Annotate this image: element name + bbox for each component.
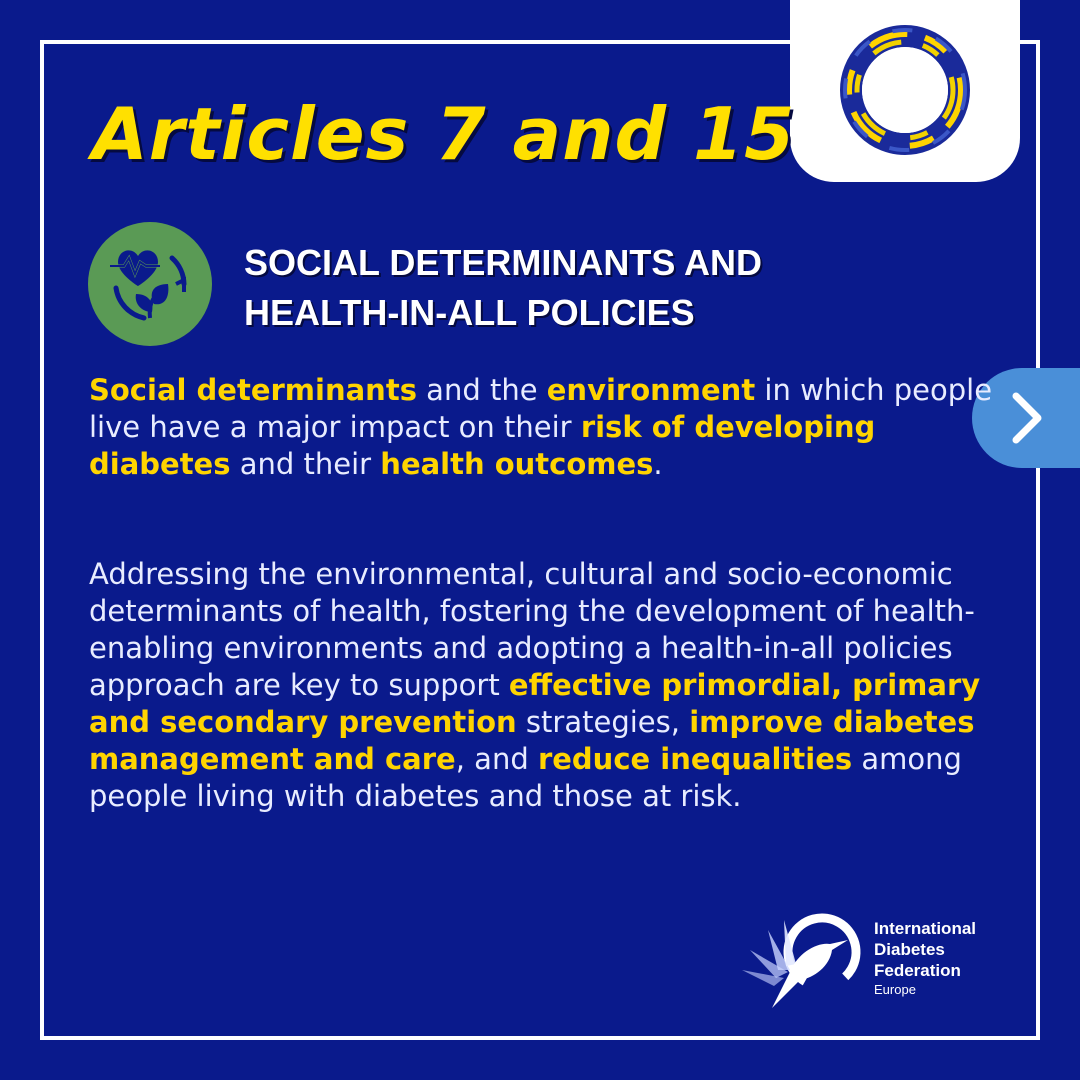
body-text: .: [653, 447, 663, 481]
highlight-text: improve diabetes management and care: [89, 705, 975, 776]
body-text: in which people live have a major impact on their: [89, 373, 993, 444]
heart-leaf-cycle-icon: [88, 222, 212, 346]
intro-paragraph: [89, 372, 994, 483]
eu-ring-logo-icon: [835, 20, 975, 160]
highlight-text: health outcomes: [380, 447, 654, 481]
eu-logo-tab: [790, 0, 1020, 182]
content-frame: [40, 40, 1040, 1040]
idf-europe-logo: [738, 900, 1018, 1015]
chevron-right-icon: [1008, 390, 1048, 446]
section-heading-line2: HEALTH-IN-ALL POLICIES: [244, 292, 695, 333]
idf-region: Europe: [874, 982, 916, 997]
body-text: among people living with diabetes and those at risk.: [89, 742, 962, 813]
detail-paragraph: [89, 556, 994, 815]
highlight-text: environment: [546, 373, 756, 407]
idf-line2: Diabetes: [874, 940, 945, 959]
body-text: strategies,: [516, 705, 690, 739]
idf-line1: International: [874, 919, 977, 938]
highlight-text: risk of developing diabetes: [89, 410, 876, 481]
section-heading-line1: SOCIAL DETERMINANTS AND: [244, 242, 763, 283]
body-text: Addressing the environmental, cultural and socio-economic determinants of health, fostering the development of health-enabling environments and adopting a health-in-all policies approach are key to support: [89, 557, 975, 702]
idf-logo-text: [874, 918, 976, 999]
section-heading: [244, 238, 884, 338]
body-text: and the: [416, 373, 547, 407]
page-title: Articles 7 and 15: [92, 92, 796, 176]
hummingbird-logo-icon: [738, 900, 868, 1015]
section-badge: [88, 222, 212, 346]
idf-line3: Federation: [874, 961, 961, 980]
highlight-text: Social determinants: [89, 373, 417, 407]
body-text: and their: [230, 447, 381, 481]
body-text: , and: [455, 742, 538, 776]
highlight-text: effective primordial, primary and secondary prevention: [89, 668, 981, 739]
highlight-text: reduce inequalities: [537, 742, 853, 776]
